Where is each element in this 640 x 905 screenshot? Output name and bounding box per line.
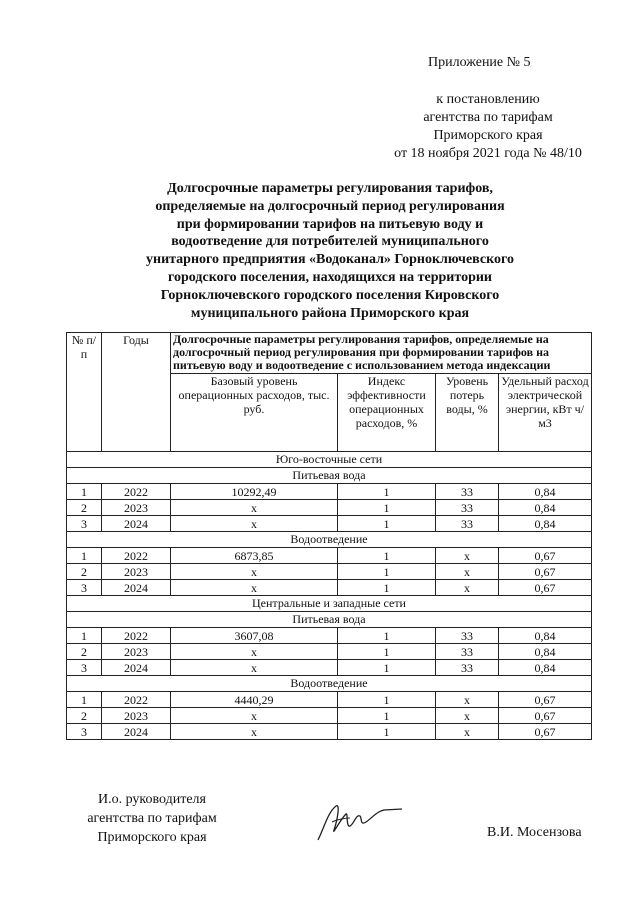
- header-number: № п/п: [67, 333, 102, 452]
- row-energy: 0,67: [499, 548, 592, 564]
- row-number: 3: [67, 516, 102, 532]
- service-heading: Питьевая вода: [67, 468, 592, 484]
- row-base-level: 3607,08: [171, 628, 338, 644]
- row-energy: 0,84: [499, 516, 592, 532]
- table-row: [67, 580, 592, 596]
- table-row: [67, 500, 592, 516]
- row-water-loss: 33: [436, 516, 499, 532]
- row-year: 2024: [102, 580, 171, 596]
- row-water-loss: х: [436, 692, 499, 708]
- row-efficiency-index: 1: [338, 724, 436, 740]
- row-efficiency-index: 1: [338, 628, 436, 644]
- document-title: [100, 180, 560, 322]
- service-heading-row: [67, 612, 592, 628]
- row-number: 1: [67, 548, 102, 564]
- title-line: при формировании тарифов на питьевую воду и: [176, 216, 484, 232]
- title-line: определяемые на долгосрочный период регулирования: [155, 198, 505, 214]
- row-base-level: х: [171, 516, 338, 532]
- reference-line: к постановлению: [436, 92, 540, 107]
- signatory-position-line: агентства по тарифам: [87, 811, 217, 826]
- row-efficiency-index: 1: [338, 580, 436, 596]
- title-line: унитарного предприятия «Водоканал» Горноключевского: [146, 252, 514, 268]
- signatory-name: В.И. Мосензова: [487, 825, 582, 840]
- row-number: 2: [67, 500, 102, 516]
- row-base-level: х: [171, 708, 338, 724]
- row-energy: 0,84: [499, 628, 592, 644]
- row-base-level: х: [171, 564, 338, 580]
- row-efficiency-index: 1: [338, 500, 436, 516]
- row-efficiency-index: 1: [338, 564, 436, 580]
- zone-heading-row: [67, 452, 592, 468]
- row-water-loss: 33: [436, 500, 499, 516]
- row-water-loss: х: [436, 564, 499, 580]
- header-base-level: Базовый уровень операционных расходов, тыс. руб.: [171, 374, 338, 452]
- service-heading-row: [67, 468, 592, 484]
- title-line: городского поселения, находящихся на территории: [168, 269, 492, 285]
- zone-heading: Центральные и западные сети: [67, 596, 592, 612]
- zone-heading-row: [67, 596, 592, 612]
- row-year: 2024: [102, 516, 171, 532]
- row-efficiency-index: 1: [338, 692, 436, 708]
- row-efficiency-index: 1: [338, 660, 436, 676]
- row-energy: 0,84: [499, 484, 592, 500]
- zone-heading: Юго-восточные сети: [67, 452, 592, 468]
- row-year: 2023: [102, 564, 171, 580]
- reference-line: Приморского края: [433, 128, 543, 143]
- table-row: [67, 628, 592, 644]
- row-year: 2023: [102, 500, 171, 516]
- title-line: Долгосрочные параметры регулирования тарифов,: [167, 181, 493, 196]
- row-year: 2022: [102, 628, 171, 644]
- title-line: водоотведение для потребителей муниципального: [171, 234, 489, 250]
- row-energy: 0,84: [499, 660, 592, 676]
- row-efficiency-index: 1: [338, 708, 436, 724]
- row-year: 2022: [102, 692, 171, 708]
- service-heading: Питьевая вода: [67, 612, 592, 628]
- row-number: 3: [67, 580, 102, 596]
- service-heading-row: [67, 676, 592, 692]
- row-energy: 0,84: [499, 500, 592, 516]
- table-row: [67, 644, 592, 660]
- row-water-loss: х: [436, 708, 499, 724]
- row-energy: 0,67: [499, 708, 592, 724]
- row-base-level: х: [171, 500, 338, 516]
- row-water-loss: х: [436, 548, 499, 564]
- header-years: Годы: [102, 333, 171, 452]
- handwritten-signature: [314, 800, 404, 845]
- row-base-level: 10292,49: [171, 484, 338, 500]
- service-heading: Водоотведение: [67, 532, 592, 548]
- header-efficiency-index: Индекс эффективности операционных расходов, %: [338, 374, 436, 452]
- signatory-position-line: И.о. руководителя: [97, 792, 206, 807]
- appendix-number: Приложение № 5: [428, 55, 531, 70]
- row-base-level: 6873,85: [171, 548, 338, 564]
- row-base-level: х: [171, 660, 338, 676]
- header-water-loss: Уровень потерь воды, %: [436, 374, 499, 452]
- row-water-loss: 33: [436, 628, 499, 644]
- row-efficiency-index: 1: [338, 516, 436, 532]
- title-line: Горноключевского городского поселения Кировского: [160, 287, 500, 303]
- row-efficiency-index: 1: [338, 484, 436, 500]
- service-heading: Водоотведение: [67, 676, 592, 692]
- parameters-table: [66, 332, 592, 740]
- row-efficiency-index: 1: [338, 548, 436, 564]
- row-number: 2: [67, 644, 102, 660]
- row-base-level: х: [171, 644, 338, 660]
- row-number: 2: [67, 564, 102, 580]
- row-base-level: 4440,29: [171, 692, 338, 708]
- resolution-reference: [378, 91, 598, 163]
- table-row: [67, 484, 592, 500]
- row-number: 3: [67, 724, 102, 740]
- header-energy-consumption: Удельный расход электрической энергии, кВт ч/м3: [499, 374, 592, 452]
- row-water-loss: х: [436, 724, 499, 740]
- reference-line: от 18 ноября 2021 года № 48/10: [394, 146, 582, 161]
- signatory-position-line: Приморского края: [97, 830, 207, 845]
- row-water-loss: х: [436, 580, 499, 596]
- table-row: [67, 692, 592, 708]
- row-energy: 0,67: [499, 724, 592, 740]
- row-energy: 0,67: [499, 580, 592, 596]
- row-year: 2024: [102, 660, 171, 676]
- signatory-position: [82, 790, 222, 847]
- title-line: муниципального района Приморского края: [190, 305, 470, 321]
- row-number: 1: [67, 484, 102, 500]
- table-row: [67, 548, 592, 564]
- reference-line: агентства по тарифам: [423, 110, 553, 125]
- table-row: [67, 564, 592, 580]
- row-base-level: х: [171, 580, 338, 596]
- row-year: 2022: [102, 484, 171, 500]
- row-energy: 0,67: [499, 564, 592, 580]
- row-water-loss: 33: [436, 644, 499, 660]
- row-number: 1: [67, 628, 102, 644]
- row-year: 2023: [102, 708, 171, 724]
- row-energy: 0,67: [499, 692, 592, 708]
- row-efficiency-index: 1: [338, 644, 436, 660]
- row-year: 2022: [102, 548, 171, 564]
- row-year: 2024: [102, 724, 171, 740]
- row-energy: 0,84: [499, 644, 592, 660]
- row-number: 1: [67, 692, 102, 708]
- table-header-row: [67, 333, 592, 374]
- service-heading-row: [67, 532, 592, 548]
- table-row: [67, 516, 592, 532]
- row-base-level: х: [171, 724, 338, 740]
- table-row: [67, 708, 592, 724]
- row-year: 2023: [102, 644, 171, 660]
- row-number: 2: [67, 708, 102, 724]
- row-number: 3: [67, 660, 102, 676]
- header-parameters-group: Долгосрочные параметры регулирования тарифов, определяемые на долгосрочный период регулирования при формировании тарифов на питьевую воду и водоотведение с использованием метода индексации: [171, 333, 592, 374]
- table-row: [67, 724, 592, 740]
- row-water-loss: 33: [436, 484, 499, 500]
- row-water-loss: 33: [436, 660, 499, 676]
- table-row: [67, 660, 592, 676]
